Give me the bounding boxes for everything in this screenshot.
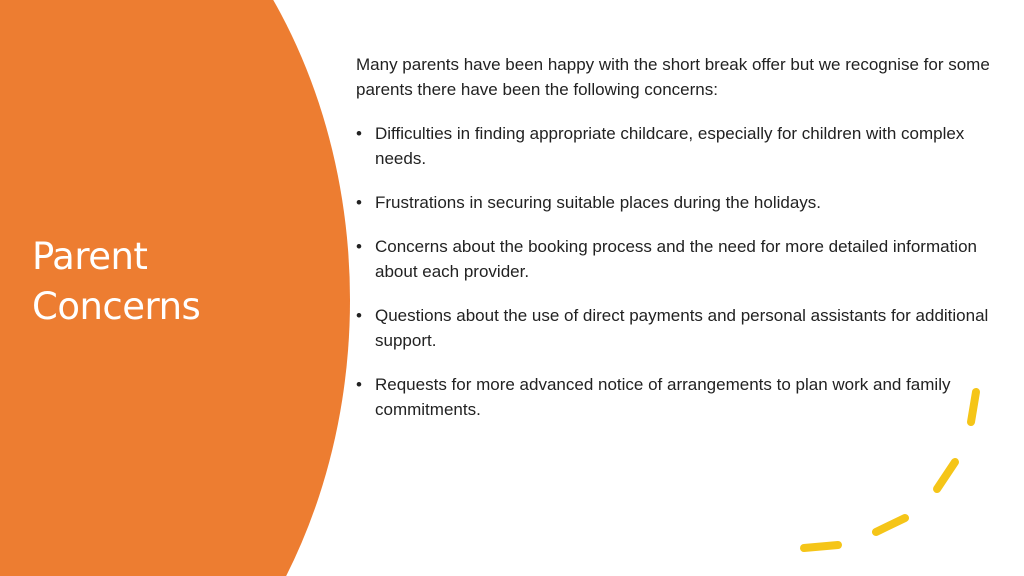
intro-paragraph: Many parents have been happy with the short break offer but we recognise for some parents there have been the following concerns:: [356, 55, 990, 99]
slide-title: [32, 232, 312, 332]
bullet-text: Questions about the use of direct payments and personal assistants for additional support.: [375, 306, 989, 350]
bullet-text: Concerns about the booking process and the need for more detailed information about each provider.: [375, 237, 977, 281]
bullet-marker: •: [356, 306, 362, 325]
content-area: [356, 52, 1006, 441]
list-item: [356, 303, 1006, 353]
bullet-marker: •: [356, 375, 362, 394]
bullet-marker: •: [356, 193, 362, 212]
bullet-marker: •: [356, 237, 362, 256]
bullet-text: Difficulties in finding appropriate childcare, especially for children with complex needs.: [375, 124, 965, 168]
list-item: [356, 121, 1006, 171]
arc-dash-segment: [876, 518, 905, 532]
bullet-marker: •: [356, 124, 362, 143]
concerns-list: [356, 121, 1006, 422]
arc-dash-segment: [937, 462, 955, 489]
list-item: [356, 234, 1006, 284]
list-item: [356, 190, 1006, 215]
list-item: [356, 372, 1006, 422]
arc-dash-segment: [804, 545, 838, 548]
bullet-text: Requests for more advanced notice of arrangements to plan work and family commitments.: [375, 375, 951, 419]
title-line-2: Concerns: [32, 285, 201, 328]
title-line-1: Parent: [32, 235, 148, 278]
bullet-text: Frustrations in securing suitable places during the holidays.: [375, 193, 822, 212]
